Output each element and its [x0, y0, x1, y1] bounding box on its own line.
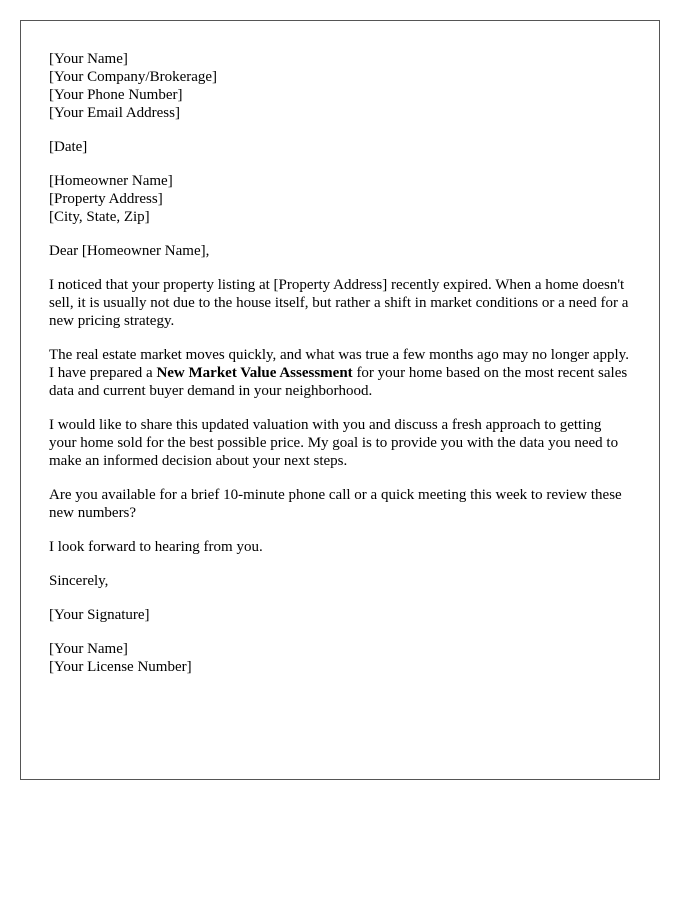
footer-license: [Your License Number] [49, 659, 192, 675]
salutation: Dear [Homeowner Name], [49, 243, 210, 259]
recipient-name: [Homeowner Name] [49, 173, 173, 189]
body-paragraph-2-intro: The real estate market moves quickly, and what was true a few months ago may no longer apply. I have prepared a [49, 347, 629, 381]
sender-block [49, 50, 631, 122]
recipient-address: [Property Address] [49, 191, 163, 207]
recipient-city-state-zip: [City, State, Zip] [49, 209, 150, 225]
assessment-emphasis: New Market Value Assessment [156, 365, 353, 381]
body-paragraph-1: I noticed that your property listing at [Property Address] recently expired. When a home doesn't sell, it is usually not due to the house itself, but rather a shift in market conditions or a need for a new pricing strategy. [49, 277, 629, 329]
body-paragraph-5: I look forward to hearing from you. [49, 539, 263, 555]
body-paragraph-2 [49, 346, 631, 400]
letter-page [20, 20, 660, 780]
sender-name: [Your Name] [49, 51, 128, 67]
letter-date: [Date] [49, 139, 88, 155]
body-paragraph-3: I would like to share this updated valuation with you and discuss a fresh approach to getting your home sold for the best possible price. My goal is to provide you with the data you need to make an informed decision about your next steps. [49, 417, 619, 469]
sender-email: [Your Email Address] [49, 105, 180, 121]
recipient-block [49, 172, 631, 226]
footer-block [49, 640, 631, 676]
closing: Sincerely, [49, 573, 109, 589]
date-block [49, 138, 631, 156]
sender-company: [Your Company/Brokerage] [49, 69, 218, 85]
sender-phone: [Your Phone Number] [49, 87, 183, 103]
signature-placeholder: [Your Signature] [49, 607, 150, 623]
body-paragraph-2-rest: for your home based on the most recent sales data and current buyer demand in your neighborhood. [49, 365, 628, 399]
footer-name: [Your Name] [49, 641, 128, 657]
body-paragraph-4: Are you available for a brief 10-minute phone call or a quick meeting this week to review these new numbers? [49, 487, 622, 521]
